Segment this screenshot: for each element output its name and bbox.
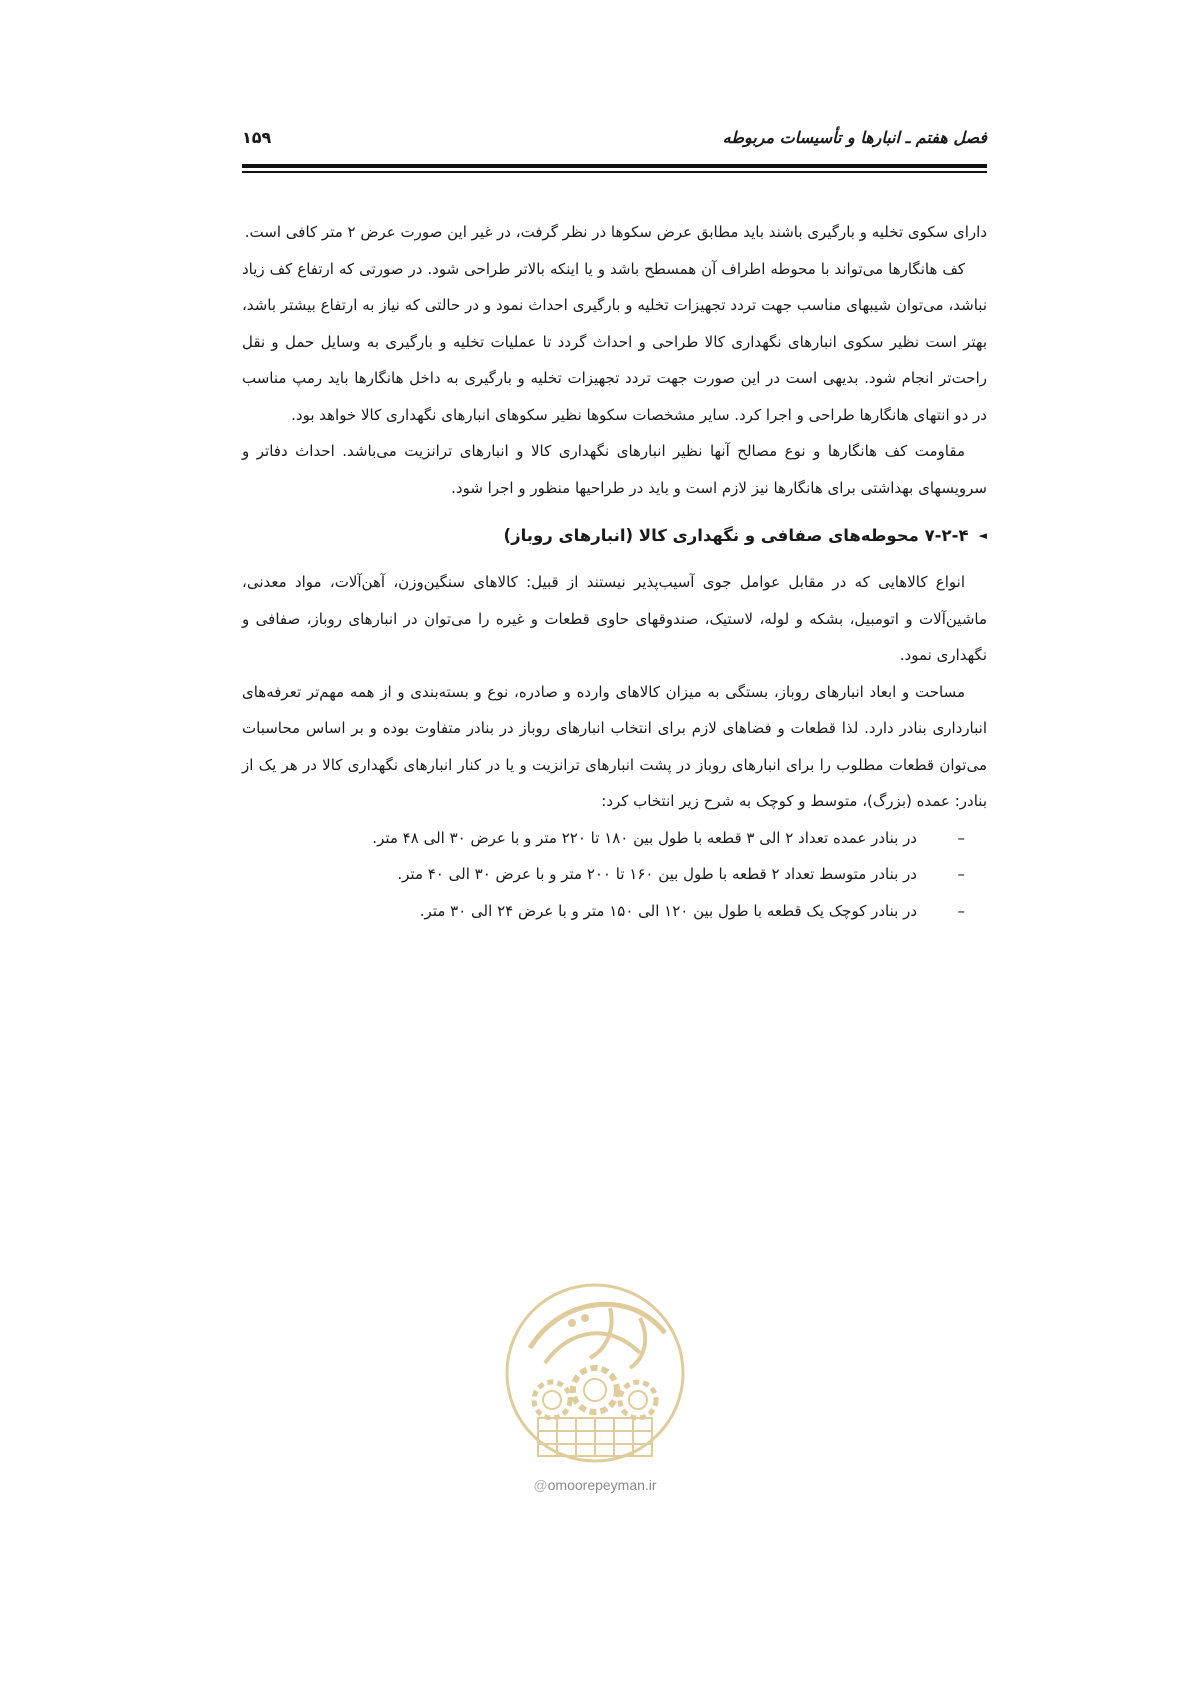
- paragraph-hangar-floor: کف هانگارها می‌تواند با محوطه اطراف آن همسطح باشد و یا اینکه بالاتر طراحی شود. در صورتی که ارتفاع کف زیاد نباشد، می‌توان شیبهای مناسب جهت تردد تجهیزات تخلیه و بارگیری احداث نمود و در حالتی که نیاز به ارتفاع بیشتر باشد، بهتر است نظیر سکوی انبارهای نگهداری کالا طراحی و احداث گردد تا عملیات تخلیه و بارگیری به وسایل حمل و نقل راحت‌تر انجام شود. بدیهی است در این صورت جهت تردد تجهیزات تخلیه و بارگیری به داخل هانگارها باید رمپ مناسب در دو انتهای هانگارها طراحی و اجرا کرد. سایر مشخصات سکوها نظیر سکوهای انبارهای نگهداری کالا خواهد بود.: [242, 259, 987, 424]
- page-header: [242, 128, 987, 168]
- running-title: فصل هفتم ـ انبارها و تأسیسات مربوطه: [722, 128, 987, 147]
- header-rule-thick: [242, 164, 987, 168]
- at-icon: @: [533, 1477, 548, 1493]
- paragraph-hangar-materials: مقاومت کف هانگارها و نوع مصالح آنها نظیر انبارهای نگهداری کالا و انبارهای ترانزیت می‌باشد. احداث دفاتر و سرویسهای بهداشتی برای هانگارها نیز لازم است و باید در طراحیها منظور و اجرا شود.: [242, 442, 987, 497]
- port-size-list: [242, 820, 987, 930]
- list-item-text: در بنادر متوسط تعداد ۲ قطعه با طول بین ۱۶۰ تا ۲۰۰ متر و با عرض ۳۰ الی ۴۰ متر.: [397, 865, 917, 883]
- watermark-url: [500, 1477, 690, 1493]
- section-bullet-icon: ◄: [978, 529, 987, 542]
- page-number: ۱۵۹: [242, 128, 272, 147]
- watermark-url-text: omoorepeyman.ir: [547, 1477, 657, 1493]
- section-title: ۷-۲-۴ محوطه‌های صفافی و نگهداری کالا (انبارهای روباز): [503, 526, 969, 545]
- list-item: [242, 820, 987, 857]
- section-heading: [242, 518, 987, 554]
- list-item: [242, 893, 987, 930]
- list-item-text: در بنادر کوچک یک قطعه با طول بین ۱۲۰ الی ۱۵۰ متر و با عرض ۲۴ الی ۳۰ متر.: [419, 901, 917, 920]
- list-item-text: در بنادر عمده تعداد ۲ الی ۳ قطعه با طول بین ۱۸۰ تا ۲۲۰ متر و با عرض ۳۰ الی ۴۸ متر.: [372, 828, 917, 847]
- header-rule: [242, 164, 987, 174]
- list-dash: –: [957, 901, 965, 920]
- list-item: [242, 856, 987, 893]
- watermark-logo: [490, 1278, 700, 1468]
- page-content: [242, 214, 987, 929]
- paragraph-open-storage-area: مساحت و ابعاد انبارهای روباز، بستگی به میزان کالاهای وارده و صادره، نوع و بسته‌بندی و از همه مهم‌تر تعرفه‌های انبارداری بنادر دارد. لذا قطعات و فضاهای لازم برای انتخاب انبارهای روباز در بنادر متفاوت بوده و بر اساس محاسبات می‌توان قطعات مطلوب را برای انبارهای روباز در پشت انبارهای ترانزیت و یا در کنار انبارهای نگهداری کالا در هر یک از بنادر: عمده (بزرگ)، متوسط و کوچک به شرح زیر انتخاب کرد:: [242, 682, 987, 810]
- paragraph-continuation: دارای سکوی تخلیه و بارگیری باشند باید مطابق عرض سکوها در نظر گرفت، در غیر این صورت عرض ۲ متر کافی است.: [244, 223, 987, 241]
- paragraph-goods-types: انواع کالاهایی که در مقابل عوامل جوی آسیب‌پذیر نیستند از قبیل: کالاهای سنگین‌وزن، آهن‌آلات، مواد معدنی، ماشین‌آلات و اتومبیل، بشکه و لوله، لاستیک، صندوقهای حاوی قطعات و غیره را می‌توان در انبارهای روباز، صفافی و نگهداری نمود.: [242, 573, 987, 664]
- list-dash: –: [957, 865, 965, 883]
- header-rule-thin: [242, 171, 987, 173]
- list-dash: –: [957, 828, 965, 847]
